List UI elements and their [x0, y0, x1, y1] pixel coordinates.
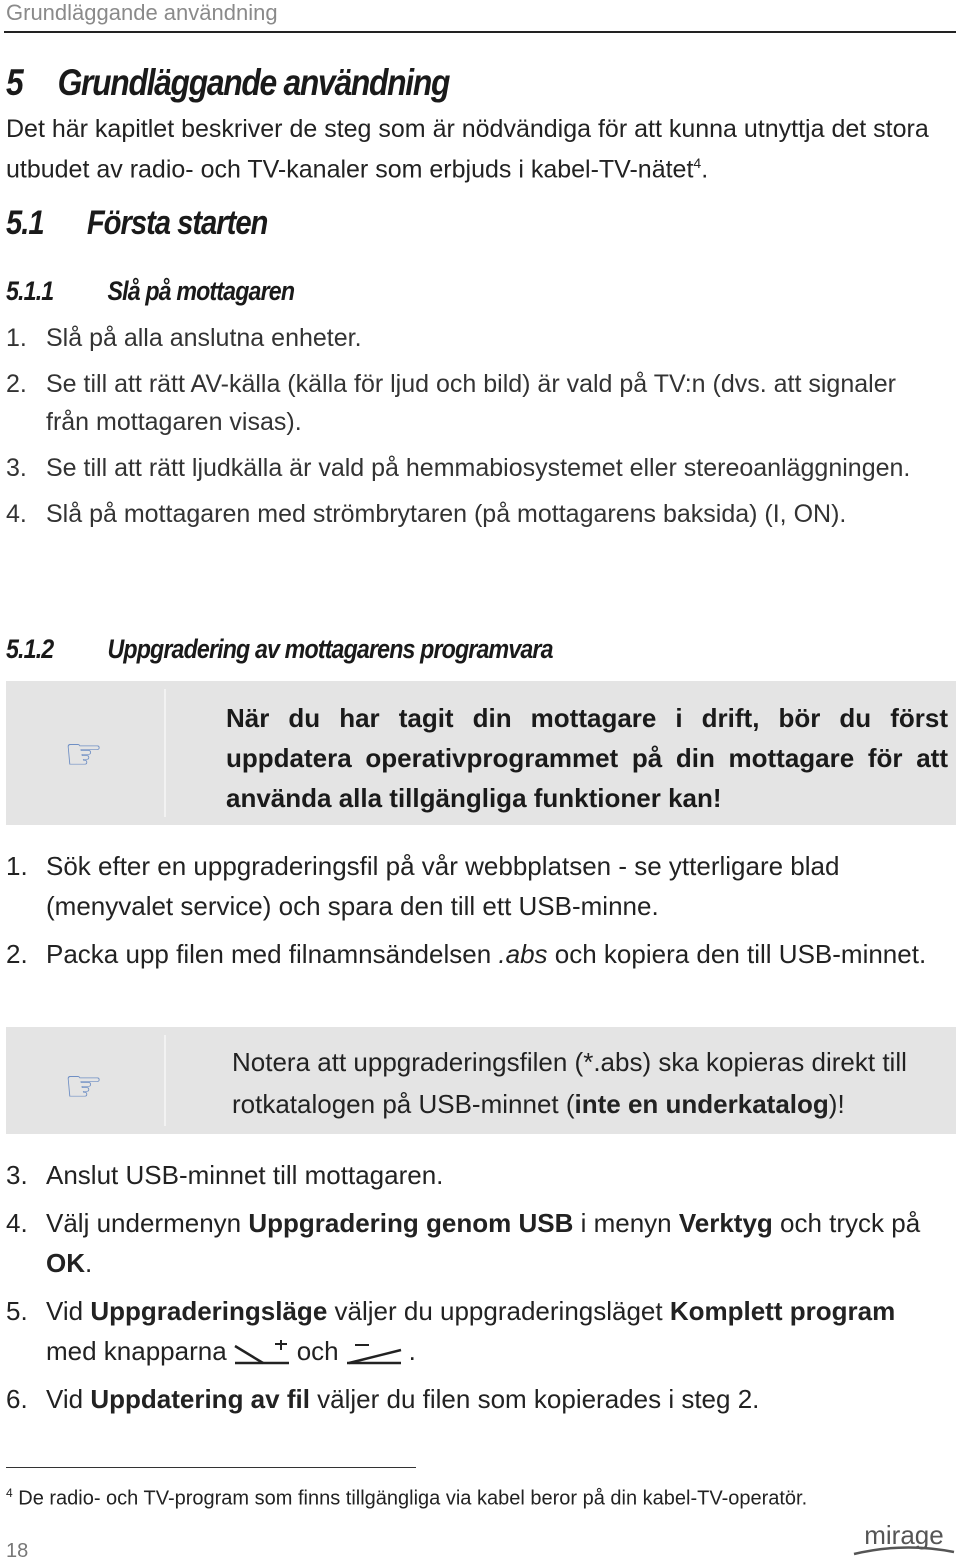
- subsection-title: Slå på mottagaren: [107, 276, 295, 306]
- list-item: [6, 934, 936, 974]
- running-header: Grundläggande användning: [6, 0, 278, 25]
- list-item: 4. Välj undermenyn Uppgradering genom USB i menyn Verktyg och tryck på OK.: [6, 1203, 936, 1283]
- list-item: 6. Vid Uppdatering av fil väljer du filen som kopierades i steg 2.: [6, 1379, 936, 1419]
- list-item: [6, 1155, 936, 1195]
- step-text: Se till att rätt AV-källa (källa för ljud och bild) är vald på TV:n (dvs. att signaler från mottagaren visas).: [46, 370, 896, 436]
- footnote-rule: [6, 1467, 416, 1468]
- step-number: 6.: [6, 1384, 28, 1414]
- list-item: [6, 495, 936, 533]
- step-text: Sök efter en uppgraderingsfil på vår webbplatsen - se ytterligare blad (menyvalet service) och spara den till ett USB-minne.: [46, 851, 840, 921]
- step-text: Slå på mottagaren med strömbrytaren (på mottagarens baksida) (I, ON).: [46, 500, 847, 528]
- brand-logo: [850, 1520, 958, 1560]
- volume-minus-key-icon: [345, 1340, 403, 1366]
- step-number: 3.: [6, 1160, 28, 1190]
- chapter-number: 5: [6, 62, 23, 103]
- pointing-hand-icon: ☞: [64, 730, 104, 779]
- note-text: När du har tagit din mottagare i drift, bör du först uppdatera operativprogrammet på din mottagare för att använda alla tillgängliga funktioner kan!: [226, 703, 948, 813]
- header-rule: [4, 31, 956, 33]
- subsection-heading-2: [6, 634, 553, 665]
- intro-paragraph: [6, 112, 956, 186]
- startup-steps: [6, 319, 936, 541]
- step-text: och kopiera den till USB-minnet.: [547, 939, 927, 969]
- subsection-number: 5.1.2: [6, 634, 54, 664]
- step-text: Slå på alla anslutna enheter.: [46, 324, 362, 352]
- subsection-title: Uppgradering av mottagarens programvara: [107, 634, 553, 664]
- brand-wordmark: mirage: [864, 1520, 944, 1550]
- menu-name: Uppgradering genom USB: [248, 1208, 574, 1238]
- volume-plus-key-icon: [233, 1340, 291, 1366]
- section-number: 5.1: [6, 204, 44, 242]
- step-number: 4.: [6, 500, 27, 528]
- chapter-heading: [6, 62, 449, 104]
- step-number: 2.: [6, 370, 27, 398]
- list-item: 5. Vid Uppgraderingsläge väljer du uppgraderingsläget Komplett program med knapparna och .: [6, 1291, 936, 1371]
- menu-name: Uppdatering av fil: [90, 1384, 310, 1414]
- note-icon-cell: [14, 1035, 166, 1126]
- option-name: Komplett program: [669, 1296, 896, 1326]
- pointing-hand-icon: ☞: [64, 1062, 104, 1111]
- step-number: 5.: [6, 1296, 28, 1326]
- upgrade-steps-a: [6, 846, 936, 982]
- step-text: Anslut USB-minnet till mottagaren.: [46, 1160, 444, 1190]
- step-number: 1.: [6, 324, 27, 352]
- subsection-heading-1: [6, 276, 294, 307]
- emphasis: inte en underkatalog: [574, 1089, 829, 1119]
- footnote-number: 4: [6, 1486, 13, 1500]
- intro-text: Det här kapitlet beskriver de steg som är nödvändiga för att kunna utnyttja det stora utbudet av radio- och TV-kanaler som erbjuds i kabel-TV-nätet: [6, 115, 929, 184]
- footnote-ref[interactable]: 4: [693, 155, 702, 171]
- intro-end: .: [701, 155, 709, 184]
- file-extension: .abs: [498, 939, 548, 969]
- footnote: [6, 1486, 807, 1511]
- step-number: 2.: [6, 939, 28, 969]
- note-icon-cell: [14, 689, 166, 817]
- list-item: [6, 365, 936, 441]
- step-text: Se till att rätt ljudkälla är vald på hemmabiosystemet eller stereoanläggningen.: [46, 454, 911, 482]
- list-item: [6, 846, 936, 926]
- list-item: [6, 449, 936, 487]
- step-text: Packa upp filen med filnamnsändelsen: [46, 939, 499, 969]
- note-box-rootdir: [6, 1027, 956, 1134]
- chapter-title: Grundläggande användning: [57, 62, 450, 103]
- subsection-number: 5.1.1: [6, 276, 54, 306]
- step-number: 3.: [6, 454, 27, 482]
- menu-name: Uppgraderingsläge: [90, 1296, 328, 1326]
- section-title: Första starten: [86, 204, 268, 242]
- step-number: 4.: [6, 1208, 28, 1238]
- menu-name: Verktyg: [678, 1208, 773, 1238]
- button-name: OK: [46, 1248, 85, 1278]
- page-number: 18: [6, 1540, 29, 1562]
- note-box-update: [6, 681, 956, 825]
- note-text: Notera att uppgraderingsfilen (*.abs) ska kopieras direkt till rotkatalogen på USB-minnet (inte en underkatalog)!: [232, 1047, 907, 1119]
- section-heading: [6, 204, 267, 243]
- step-number: 1.: [6, 851, 28, 881]
- list-item: [6, 319, 936, 357]
- upgrade-steps-b: [6, 1155, 936, 1427]
- footnote-text: De radio- och TV-program som finns tillgängliga via kabel beror på din kabel-TV-operatör.: [12, 1487, 808, 1510]
